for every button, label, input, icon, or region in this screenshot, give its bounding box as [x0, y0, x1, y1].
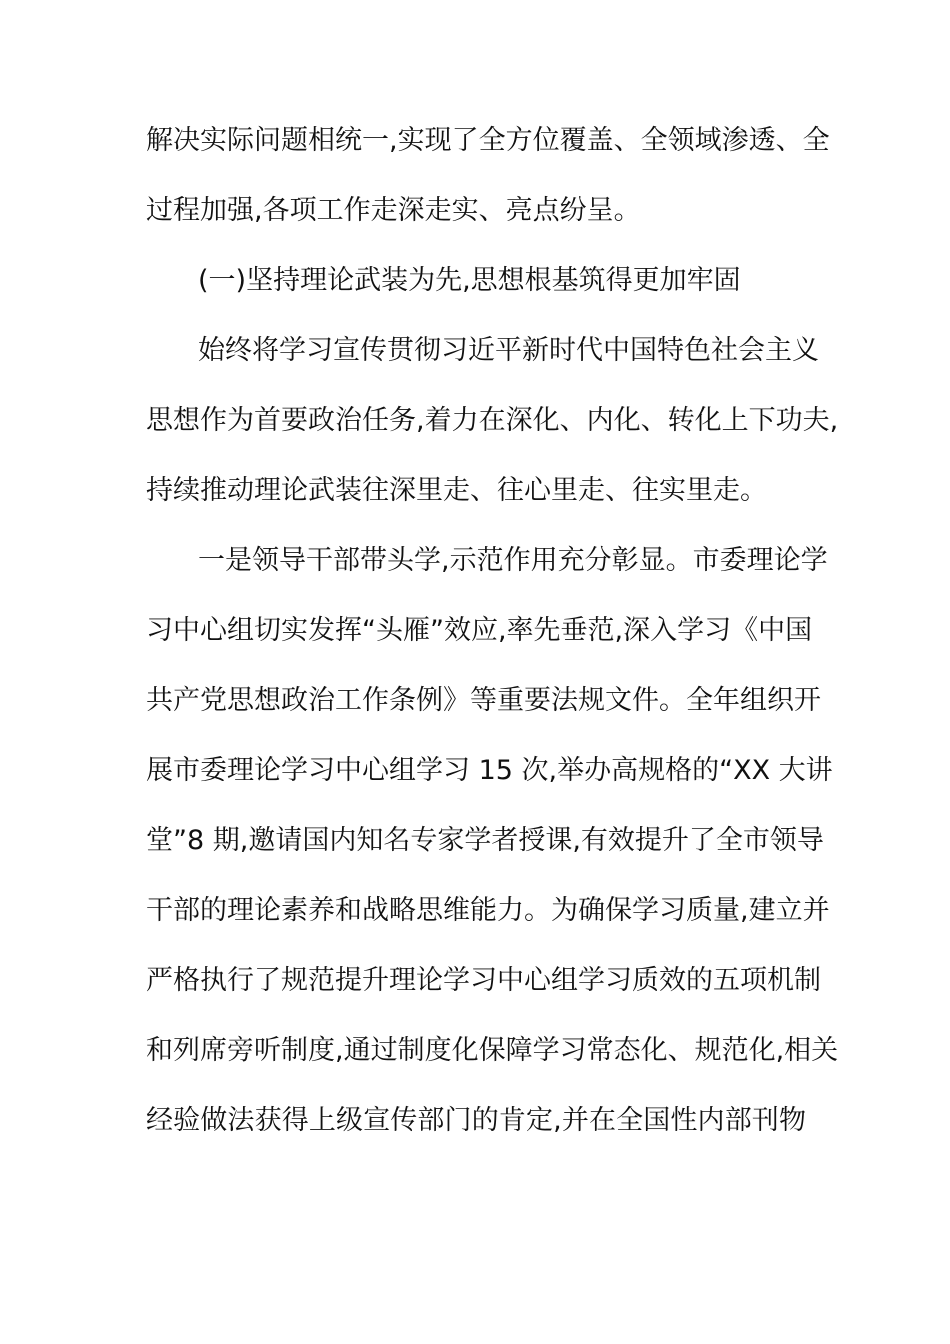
text-line-7: 一是领导干部带头学,示范作用充分彰显。市委理论学: [198, 545, 828, 576]
text-line-14: 和列席旁听制度,通过制度化保障学习常态化、规范化,相关: [146, 1035, 839, 1066]
text-line-4: 始终将学习宣传贯彻习近平新时代中国特色社会主义: [198, 335, 819, 366]
text-line-15: 经验做法获得上级宣传部门的肯定,并在全国性内部刊物: [146, 1105, 806, 1136]
text-line-6: 持续推动理论武装往深里走、往心里走、往实里走。: [146, 475, 767, 506]
text-line-2: 过程加强,各项工作走深走实、亮点纷呈。: [146, 195, 641, 226]
text-line-10: 展市委理论学习中心组学习 15 次,举办高规格的“XX 大讲: [146, 755, 833, 786]
text-line-8: 习中心组切实发挥“头雁”效应,率先垂范,深入学习《中国: [146, 615, 813, 646]
text-line-5: 思想作为首要政治任务,着力在深化、内化、转化上下功夫,: [146, 405, 839, 436]
text-line-11: 堂”8 期,邀请国内知名专家学者授课,有效提升了全市领导: [146, 825, 824, 856]
text-line-9: 共产党思想政治工作条例》等重要法规文件。全年组织开: [146, 685, 821, 716]
text-line-1: 解决实际问题相统一,实现了全方位覆盖、全领域渗透、全: [146, 125, 830, 156]
text-line-13: 严格执行了规范提升理论学习中心组学习质效的五项机制: [146, 965, 821, 996]
text-line-12: 干部的理论素养和战略思维能力。为确保学习质量,建立并: [146, 895, 830, 926]
section-heading: (一)坚持理论武装为先,思想根基筑得更加牢固: [198, 265, 741, 296]
